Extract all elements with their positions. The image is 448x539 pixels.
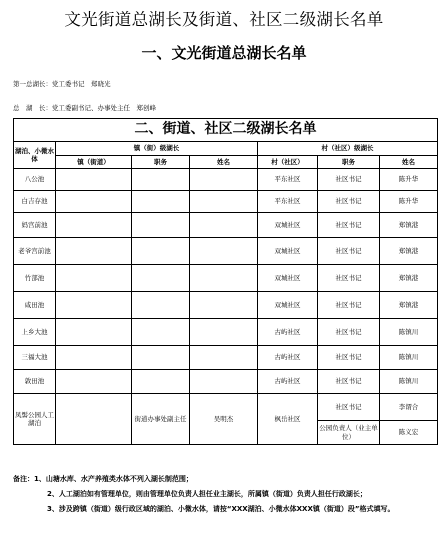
cell-lake: 凤髻公园人工湖泊 [14, 394, 56, 445]
cell-lake: 上乡大池 [14, 319, 56, 346]
cell-name [190, 319, 258, 346]
cell-village: 双城社区 [258, 238, 318, 265]
cell-lake: 白吉存池 [14, 191, 56, 213]
cell-post [132, 292, 190, 319]
cell-post-village: 社区书记 [318, 394, 380, 421]
cell-town [56, 319, 132, 346]
section-two-heading: 二、街道、社区二级湖长名单 [14, 119, 438, 142]
cell-name [190, 346, 258, 370]
table-row [14, 191, 438, 213]
table-row [14, 238, 438, 265]
cell-lake: 竹部池 [14, 265, 56, 292]
header-post-village: 职务 [318, 156, 380, 169]
notes [13, 472, 437, 517]
cell-name [190, 292, 258, 319]
cell-village: 古屿社区 [258, 319, 318, 346]
cell-post-village: 社区书记 [318, 319, 380, 346]
cell-village: 古屿社区 [258, 370, 318, 394]
note-2: 2、人工湖泊如有管理单位，则由管理单位负责人担任业主湖长，所属镇（街道）负责人担任行政湖长； [47, 490, 367, 498]
header-name-village: 姓名 [380, 156, 438, 169]
cell-name [190, 265, 258, 292]
cell-town [56, 394, 132, 445]
cell-post-village: 社区书记 [318, 292, 380, 319]
cell-village: 枫岳社区 [258, 394, 318, 445]
cell-post [132, 213, 190, 238]
cell-post [132, 346, 190, 370]
first-chief-line: 第一总湖长：党工委书记 郑晓光 [13, 80, 111, 88]
cell-post-village: 社区书记 [318, 238, 380, 265]
cell-post-village: 公园负责人（业主单位） [318, 421, 380, 445]
cell-name [190, 213, 258, 238]
header-name: 姓名 [190, 156, 258, 169]
cell-village: 双城社区 [258, 292, 318, 319]
cell-town [56, 370, 132, 394]
cell-post [132, 238, 190, 265]
cell-post-village: 社区书记 [318, 213, 380, 238]
header-village: 村（社区） [258, 156, 318, 169]
table-row [14, 370, 438, 394]
cell-lake: 老爷宫前池 [14, 238, 56, 265]
cell-post-village: 社区书记 [318, 370, 380, 394]
table-row [14, 213, 438, 238]
cell-post [132, 265, 190, 292]
table-row [14, 292, 438, 319]
header-town-group: 镇（街）级湖长 [56, 142, 258, 156]
cell-village: 双城社区 [258, 265, 318, 292]
cell-lake: 八公池 [14, 169, 56, 191]
table-row [14, 319, 438, 346]
cell-town [56, 213, 132, 238]
cell-name [190, 238, 258, 265]
table-row [14, 169, 438, 191]
cell-name [190, 191, 258, 213]
cell-name-village: 郑镇港 [380, 265, 438, 292]
cell-town [56, 265, 132, 292]
note-3: 3、涉及跨镇（街道）级行政区域的湖泊、小微水体，请按“XXX湖泊、小微水体XXX镇（街道）段”格式填写。 [47, 505, 395, 513]
cell-town [56, 191, 132, 213]
cell-post-village: 社区书记 [318, 169, 380, 191]
cell-name [190, 169, 258, 191]
cell-name-village: 陈镇川 [380, 319, 438, 346]
header-village-group: 村（社区）级湖长 [258, 142, 438, 156]
cell-town [56, 169, 132, 191]
cell-lake: 敦田池 [14, 370, 56, 394]
cell-post: 街道办事处副主任 [132, 394, 190, 445]
cell-post [132, 169, 190, 191]
cell-lake: 妈宫前池 [14, 213, 56, 238]
cell-post-village: 社区书记 [318, 191, 380, 213]
document-title: 文光街道总湖长及街道、社区二级湖长名单 [64, 10, 384, 29]
table-row [14, 394, 438, 421]
cell-name-village: 郑镇港 [380, 292, 438, 319]
cell-post [132, 319, 190, 346]
table-row [14, 346, 438, 370]
cell-name-village: 李谓合 [380, 394, 438, 421]
cell-name-village: 陈升华 [380, 191, 438, 213]
cell-post-village: 社区书记 [318, 346, 380, 370]
lake-chief-table [13, 118, 438, 445]
cell-name [190, 370, 258, 394]
cell-post [132, 370, 190, 394]
cell-name-village: 郑镇港 [380, 238, 438, 265]
table-row [14, 265, 438, 292]
cell-name-village: 陈镇川 [380, 370, 438, 394]
note-1: 备注：1、山塘水库、水产养殖类水体不列入湖长制范围； [13, 475, 193, 483]
cell-post-village: 社区书记 [318, 265, 380, 292]
cell-village: 双城社区 [258, 213, 318, 238]
cell-name: 吴明杰 [190, 394, 258, 445]
cell-lake: 咸田池 [14, 292, 56, 319]
cell-village: 平东社区 [258, 191, 318, 213]
cell-village: 平东社区 [258, 169, 318, 191]
cell-town [56, 292, 132, 319]
section-one-heading: 一、文光街道总湖长名单 [141, 44, 307, 62]
header-lake: 湖泊、小微水体 [14, 142, 56, 169]
header-town: 镇（街道） [56, 156, 132, 169]
cell-town [56, 346, 132, 370]
cell-name-village: 陈升华 [380, 169, 438, 191]
cell-lake: 三福大池 [14, 346, 56, 370]
cell-name-village: 陈义宏 [380, 421, 438, 445]
cell-town [56, 238, 132, 265]
cell-post [132, 191, 190, 213]
cell-village: 古屿社区 [258, 346, 318, 370]
header-post: 职务 [132, 156, 190, 169]
cell-name-village: 郑镇港 [380, 213, 438, 238]
cell-name-village: 陈镇川 [380, 346, 438, 370]
chief-line: 总 湖 长：党工委副书记、办事处主任 郑创峰 [13, 104, 156, 112]
